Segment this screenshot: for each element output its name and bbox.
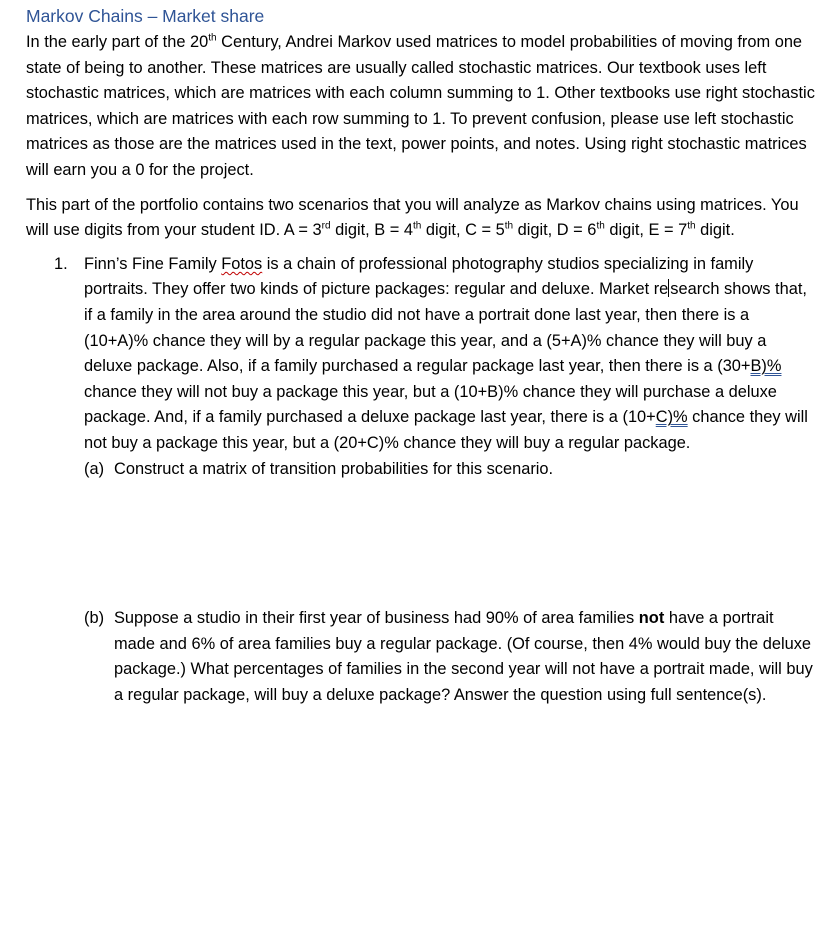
question-list xyxy=(26,252,816,709)
question-1-part-b xyxy=(84,606,816,708)
question-1-body: Finn’s Fine Family Fotos is a chain of professional photography studios specializing in family portraits. They offer two kinds of picture packages: regular and deluxe. Market re search shows that, if a family in the area around the studio did not have a portrait done last year, then there is a (10+A)% chance they will by a regular package this year, and a (5+A)% chance they will buy a deluxe package. Also, if a family purchased a regular package last year, then there is a (30+B)% chance they will not buy a package this year, but a (10+B)% chance they will purchase a deluxe package. And, if a family purchased a deluxe package last year, there is a (10+C)% chance they will not buy a package this year, but a (20+C)% chance they will buy a regular package. xyxy=(84,254,808,452)
spelling-flag-fotos: Fotos xyxy=(221,254,263,273)
part-b-label: (b) xyxy=(84,609,105,628)
part-b-text: Suppose a studio in their first year of business had 90% of area families not have a portrait made and 6% of area families buy a regular package. (Of course, then 4% would buy the deluxe package.) What percentages of families in the second year will not have a portrait made, will buy a regular package, will buy a deluxe package? Answer the question using full sentence(s). xyxy=(114,609,813,704)
question-number: 1. xyxy=(54,254,68,273)
emphasis-not: not xyxy=(638,609,665,628)
question-1 xyxy=(26,252,816,709)
part-a-label: (a) xyxy=(84,459,105,478)
intro-paragraph: In the early part of the 20th Century, Andrei Markov used matrices to model probabilities of moving from one state of being to another. These matrices are usually called stochastic matrices. Our textbook uses left stochastic matrices, which are matrices with each column summing to 1. Other textbooks use right stochastic matrices, which are matrices with each row summing to 1. To prevent confusion, please use left stochastic matrices as those are the matrices used in the text, power points, and notes. Using right stochastic matrices will earn you a 0 for the project. xyxy=(26,32,815,179)
portfolio-paragraph: This part of the portfolio contains two scenarios that you will analyze as Markov chains using matrices. You will use digits from your student ID. A = 3rd digit, B = 4th digit, C = 5th digit, D = 6th digit, E = 7th digit. xyxy=(26,195,799,240)
grammar-flag-c: C)% xyxy=(655,408,688,427)
grammar-flag-b: B)% xyxy=(750,357,782,376)
document-title: Markov Chains – Market share xyxy=(26,6,265,26)
part-a-text: Construct a matrix of transition probabilities for this scenario. xyxy=(114,459,554,478)
question-1-part-a xyxy=(84,457,816,483)
document-page xyxy=(26,4,816,708)
